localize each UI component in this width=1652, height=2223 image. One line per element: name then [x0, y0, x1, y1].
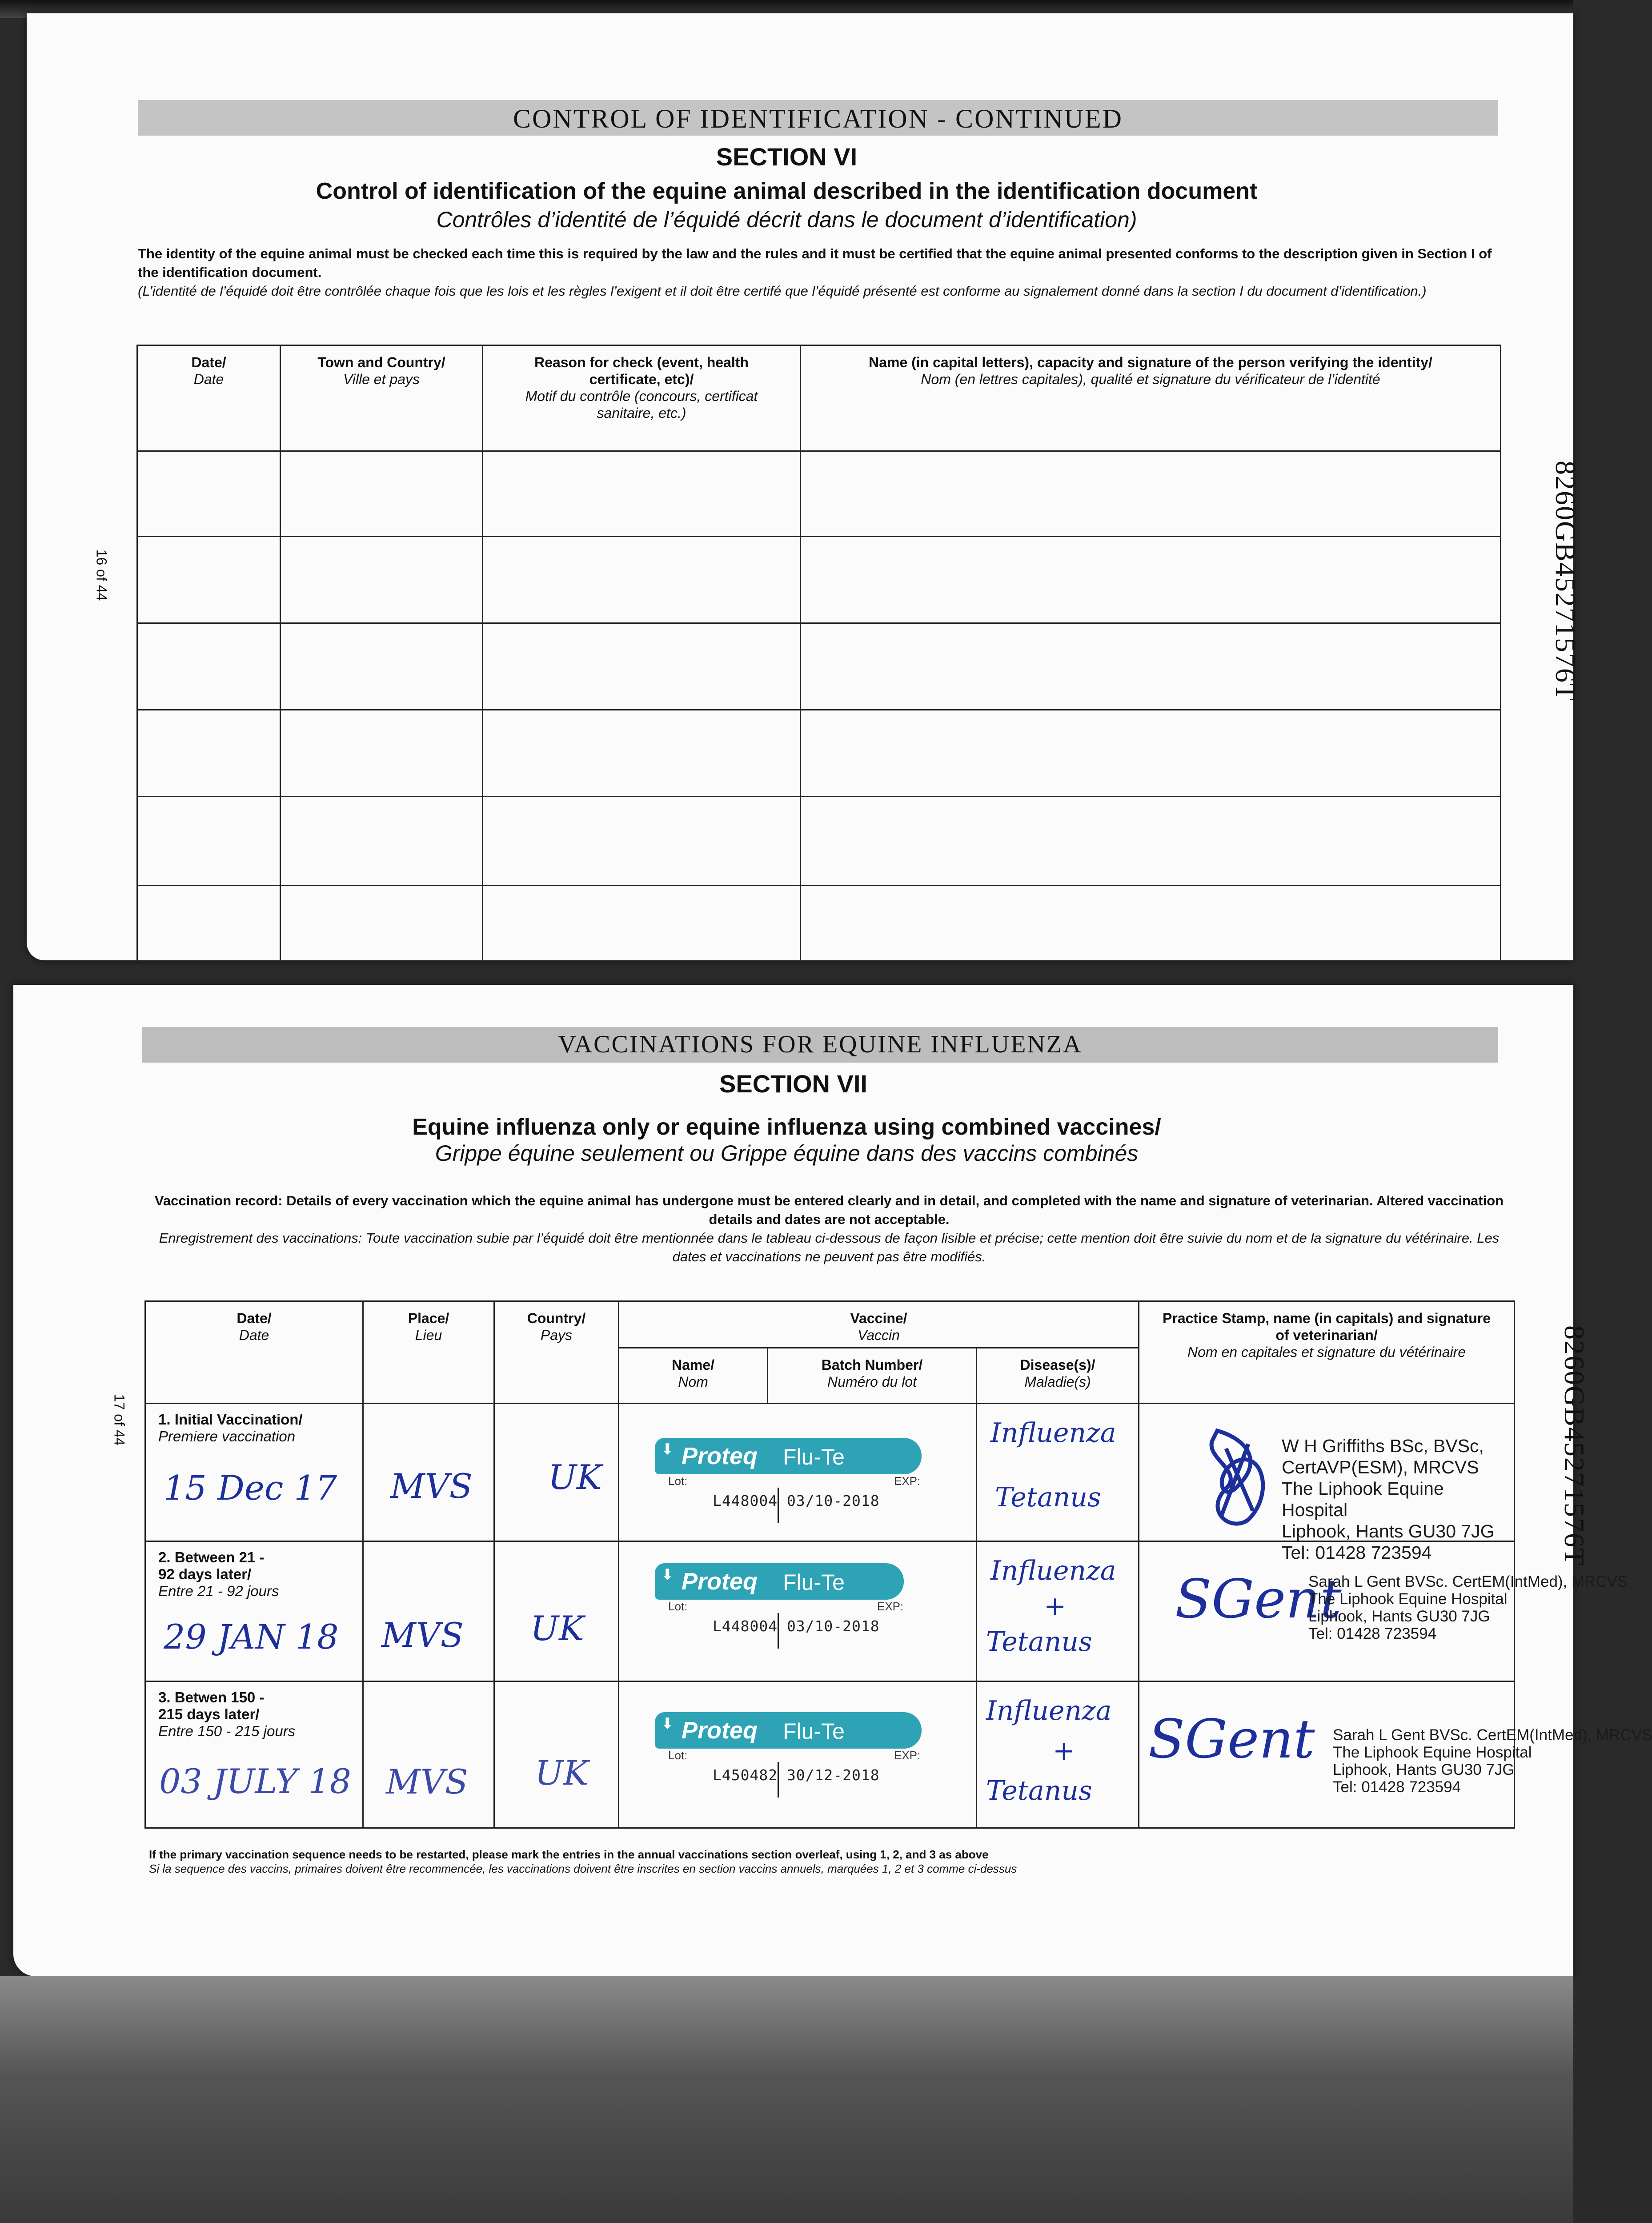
sticker-batch-expiry: L450482 30/12-2018 — [713, 1766, 880, 1784]
header-fr: Nom — [678, 1374, 708, 1390]
sticker-lot-label: Lot: — [668, 1600, 688, 1613]
reason-cell[interactable] — [483, 886, 801, 963]
stamp-line: The Liphook Equine Hospital — [1282, 1478, 1444, 1520]
page-title: Equine influenza only or equine influenza using combined vaccines/ — [412, 1114, 1161, 1140]
place-cell — [363, 1681, 494, 1828]
stamp-line: CertAVP(ESM), MRCVS — [1282, 1457, 1479, 1477]
date-cell[interactable] — [137, 797, 281, 886]
vet-signature — [1186, 1422, 1284, 1533]
verifier-cell[interactable] — [801, 797, 1501, 886]
header-en: Country/ — [527, 1310, 586, 1326]
footnote-english: If the primary vaccination sequence needs to be restarted, please mark the entries in the annual vaccinations section overleaf, using 1, 2, and 3 as above — [149, 1848, 989, 1861]
handwritten-plus: + — [1044, 1591, 1067, 1622]
header-en: Batch Number/ — [821, 1357, 923, 1373]
header-en: Practice Stamp, name (in capitals) and signature of veterinarian/ — [1163, 1310, 1491, 1343]
town-cell[interactable] — [281, 886, 483, 963]
sticker-batch-expiry: L448004 03/10-2018 — [713, 1617, 880, 1635]
sticker-batch-expiry: L448004 03/10-2018 — [713, 1492, 880, 1509]
table-header-row — [137, 345, 1501, 451]
passport-page-17 — [13, 985, 1652, 1976]
country-cell — [494, 1681, 619, 1828]
date-cell[interactable] — [137, 623, 281, 710]
handwritten-date: 03 JULY 18 — [159, 1762, 352, 1801]
page-title: Control of identification of the equine animal described in the identification document — [316, 178, 1258, 204]
vaccination-row — [145, 1541, 1515, 1681]
handwritten-plus: + — [1053, 1735, 1075, 1766]
handwritten-disease: Influenza — [990, 1417, 1116, 1449]
date-cell[interactable] — [137, 537, 281, 623]
page-number: 17 of 44 — [111, 1394, 128, 1446]
header-en: Name/ — [671, 1357, 715, 1373]
scan-background-bottom — [0, 1976, 1573, 2223]
stamp-line: The Liphook Equine Hospital — [1308, 1590, 1508, 1608]
reason-cell[interactable] — [483, 451, 801, 537]
handwritten-disease: Influenza — [986, 1695, 1112, 1726]
footnote-french: Si la sequence des vaccins, primaires doivent être recommencée, les vaccinations doivent être inscrites en section vaccins annuels, marquées 1, 2 et 3 comme ci-dessus — [149, 1862, 1017, 1875]
intro-text — [149, 1192, 1509, 1266]
table-row — [137, 797, 1501, 886]
vaccination-row — [145, 1404, 1515, 1541]
intro-french: (L’identité de l’équidé doit être contrôlée chaque fois que les lois et les règles l’exigent et il doit être certifé que l’équidé présenté est conforme au signalement donné dans la section I du document d’identification.) — [138, 283, 1427, 299]
header-fr: Motif du contrôle (concours, certificat sanitaire, etc.) — [525, 388, 758, 421]
sticker-brand: Proteq — [682, 1568, 758, 1595]
date-cell — [145, 1404, 363, 1541]
disease-cell — [977, 1541, 1139, 1681]
handwritten-country: UK — [535, 1753, 589, 1793]
handwritten-date: 15 Dec 17 — [164, 1468, 337, 1508]
row-label-french: Premiere vaccination — [158, 1428, 296, 1445]
date-cell[interactable] — [137, 451, 281, 537]
header-fr: Maladie(s) — [1024, 1374, 1091, 1390]
date-cell — [145, 1681, 363, 1828]
handwritten-country: UK — [548, 1457, 602, 1497]
sticker-product: Flu-Te — [783, 1570, 845, 1595]
sticker-product: Flu-Te — [783, 1719, 845, 1744]
town-cell[interactable] — [281, 710, 483, 797]
table-row — [137, 886, 1501, 963]
arrow-down-icon: ⬇ — [661, 1441, 674, 1458]
section-heading: SECTION VII — [719, 1070, 867, 1098]
header-fr: Date — [193, 371, 224, 387]
header-fr: Date — [239, 1327, 269, 1343]
stamp-line: The Liphook Equine Hospital — [1333, 1744, 1532, 1761]
vaccine-sticker — [655, 1555, 922, 1646]
page-number: 16 of 44 — [93, 549, 110, 601]
column-header-reason — [483, 345, 801, 451]
country-cell — [494, 1541, 619, 1681]
stamp-line: Sarah L Gent BVSc. CertEM(IntMed), MRCVS — [1333, 1726, 1652, 1744]
sticker-product: Flu-Te — [783, 1445, 845, 1469]
page-title-french: Grippe équine seulement ou Grippe équine dans des vaccins combinés — [435, 1141, 1139, 1166]
header-en: Town and Country/ — [317, 354, 445, 370]
row-label-french: Entre 21 - 92 jours — [158, 1583, 279, 1599]
handwritten-place: MVS — [381, 1615, 464, 1655]
stamp-line: W H Griffiths BSc, BVSc, — [1282, 1436, 1484, 1456]
table-row — [137, 710, 1501, 797]
stamp-line: Liphook, Hants GU30 7JG — [1333, 1761, 1515, 1778]
country-cell — [494, 1404, 619, 1541]
intro-french: Enregistrement des vaccinations: Toute vaccination subie par l’équidé doit être mentionnée dans le tableau ci-dessous de façon lisible et précise; cette mention doit être suivie du nom et de la signature du vétérinaire. Les dates et vaccinations ne peuvent pas être modifiés. — [159, 1230, 1500, 1264]
intro-english: The identity of the equine animal must be checked each time this is required by the law and the rules and it must be certified that the equine animal presented conforms to the description given in Section I of the identification document. — [138, 246, 1492, 280]
stamp-line: Liphook, Hants GU30 7JG — [1308, 1608, 1490, 1625]
date-cell[interactable] — [137, 886, 281, 963]
handwritten-disease: Tetanus — [986, 1626, 1092, 1657]
sticker-exp-label: EXP: — [894, 1474, 921, 1488]
column-header-vaccine — [619, 1301, 1139, 1348]
date-cell — [145, 1541, 363, 1681]
table-row — [137, 537, 1501, 623]
footnote — [149, 1847, 1260, 1876]
page-title-french: Contrôles d’identité de l’équidé décrit dans le document d’identification) — [436, 207, 1137, 232]
column-header-town — [281, 345, 483, 451]
arrow-down-icon: ⬇ — [661, 1566, 674, 1583]
handwritten-country: UK — [530, 1609, 584, 1648]
table-row — [137, 451, 1501, 537]
place-cell — [363, 1404, 494, 1541]
row-label: 2. Between 21 - 92 days later/ — [158, 1549, 265, 1582]
sticker-band — [655, 1438, 922, 1474]
place-cell — [363, 1541, 494, 1681]
vaccine-label-cell — [619, 1404, 977, 1541]
table-row — [137, 623, 1501, 710]
verifier-cell[interactable] — [801, 710, 1501, 797]
date-cell[interactable] — [137, 710, 281, 797]
disease-cell — [977, 1681, 1139, 1828]
practice-stamp-cell — [1139, 1681, 1652, 1828]
handwritten-date: 29 JAN 18 — [164, 1617, 339, 1657]
practice-stamp — [1308, 1573, 1628, 1642]
verifier-cell[interactable] — [801, 623, 1501, 710]
column-header-date — [145, 1301, 363, 1404]
row-label: 1. Initial Vaccination/ — [158, 1411, 303, 1428]
vaccine-sticker — [655, 1704, 922, 1795]
header-fr: Lieu — [415, 1327, 442, 1343]
header-fr: Nom (en lettres capitales), qualité et signature du vérificateur de l’identité — [921, 371, 1380, 387]
reason-cell[interactable] — [483, 710, 801, 797]
column-header-date — [137, 345, 281, 451]
verifier-cell[interactable] — [801, 537, 1501, 623]
identity-check-table — [136, 345, 1501, 964]
handwritten-place: MVS — [390, 1466, 473, 1506]
header-fr: Pays — [540, 1327, 573, 1343]
town-cell[interactable] — [281, 537, 483, 623]
header-en: Reason for check (event, health certificate, etc)/ — [534, 354, 749, 387]
header-en: Disease(s)/ — [1020, 1357, 1095, 1373]
reason-cell[interactable] — [483, 797, 801, 886]
handwritten-disease: Influenza — [990, 1555, 1116, 1586]
header-fr: Ville et pays — [343, 371, 420, 387]
header-fr: Numéro du lot — [827, 1374, 917, 1390]
column-header-batch — [768, 1348, 977, 1404]
header-fr: Vaccin — [858, 1327, 900, 1343]
town-cell[interactable] — [281, 623, 483, 710]
stamp-line: Sarah L Gent BVSc. CertEM(IntMed), MRCVS — [1308, 1573, 1628, 1590]
table-header-row — [145, 1301, 1515, 1348]
header-en: Name (in capital letters), capacity and signature of the person verifying the identity/ — [869, 354, 1432, 370]
column-header-verifier — [801, 345, 1501, 451]
sticker-band — [655, 1563, 904, 1600]
vaccination-row — [145, 1681, 1515, 1828]
disease-cell — [977, 1404, 1139, 1541]
section-banner: CONTROL OF IDENTIFICATION - CONTINUED — [138, 100, 1498, 136]
handwritten-place: MVS — [386, 1762, 468, 1802]
town-cell[interactable] — [281, 451, 483, 537]
vet-signature: SGent — [1148, 1709, 1315, 1770]
stamp-line: Tel: 01428 723594 — [1308, 1625, 1437, 1642]
column-header-practice — [1139, 1301, 1515, 1404]
header-en: Place/ — [408, 1310, 449, 1326]
section-banner: VACCINATIONS FOR EQUINE INFLUENZA — [142, 1027, 1498, 1063]
document-id: 8260GB45271576T — [1559, 1325, 1590, 1566]
practice-stamp — [1333, 1726, 1652, 1796]
document-id: 8260GB45271576T — [1550, 461, 1581, 702]
row-label-french: Entre 150 - 215 jours — [158, 1723, 296, 1739]
sticker-brand: Proteq — [682, 1717, 758, 1744]
handwritten-disease: Tetanus — [995, 1482, 1101, 1513]
intro-text — [138, 245, 1498, 301]
verifier-cell[interactable] — [801, 451, 1501, 537]
handwritten-disease: Tetanus — [986, 1775, 1092, 1806]
column-header-disease — [977, 1348, 1139, 1404]
reason-cell[interactable] — [483, 537, 801, 623]
arrow-down-icon: ⬇ — [661, 1715, 674, 1732]
sticker-brand: Proteq — [682, 1443, 758, 1469]
vaccine-sticker — [655, 1430, 922, 1521]
town-cell[interactable] — [281, 797, 483, 886]
intro-english: Vaccination record: Details of every vaccination which the equine animal has undergone must be entered clearly and in detail, and completed with the name and signature of veterinarian. Altered vaccination details and dates are not acceptable. — [154, 1193, 1504, 1227]
sticker-lot-label: Lot: — [668, 1749, 688, 1762]
stamp-line: Tel: 01428 723594 — [1333, 1778, 1461, 1796]
stamp-line: Tel: 01428 723594 — [1282, 1542, 1432, 1563]
passport-page-16 — [27, 13, 1581, 960]
vaccine-label-cell — [619, 1681, 977, 1828]
column-header-vaccine-name — [619, 1348, 768, 1404]
header-fr: Nom en capitales et signature du vétérinaire — [1187, 1344, 1466, 1360]
sticker-band — [655, 1712, 922, 1749]
vaccine-label-cell — [619, 1541, 977, 1681]
column-header-country — [494, 1301, 619, 1404]
section-heading: SECTION VI — [716, 143, 858, 171]
sticker-exp-label: EXP: — [894, 1749, 921, 1762]
practice-stamp-cell — [1139, 1404, 1515, 1563]
reason-cell[interactable] — [483, 623, 801, 710]
vet-signature: SGent — [1175, 1569, 1342, 1630]
sticker-lot-label: Lot: — [668, 1474, 688, 1488]
header-en: Date/ — [237, 1310, 272, 1326]
verifier-cell[interactable] — [801, 886, 1501, 963]
column-header-place — [363, 1301, 494, 1404]
header-en: Date/ — [191, 354, 226, 370]
header-en: Vaccine/ — [850, 1310, 907, 1326]
row-label: 3. Betwen 150 - 215 days later/ — [158, 1689, 265, 1722]
stamp-line: Liphook, Hants GU30 7JG — [1282, 1521, 1495, 1541]
practice-stamp-cell — [1139, 1541, 1628, 1681]
sticker-exp-label: EXP: — [877, 1600, 904, 1613]
